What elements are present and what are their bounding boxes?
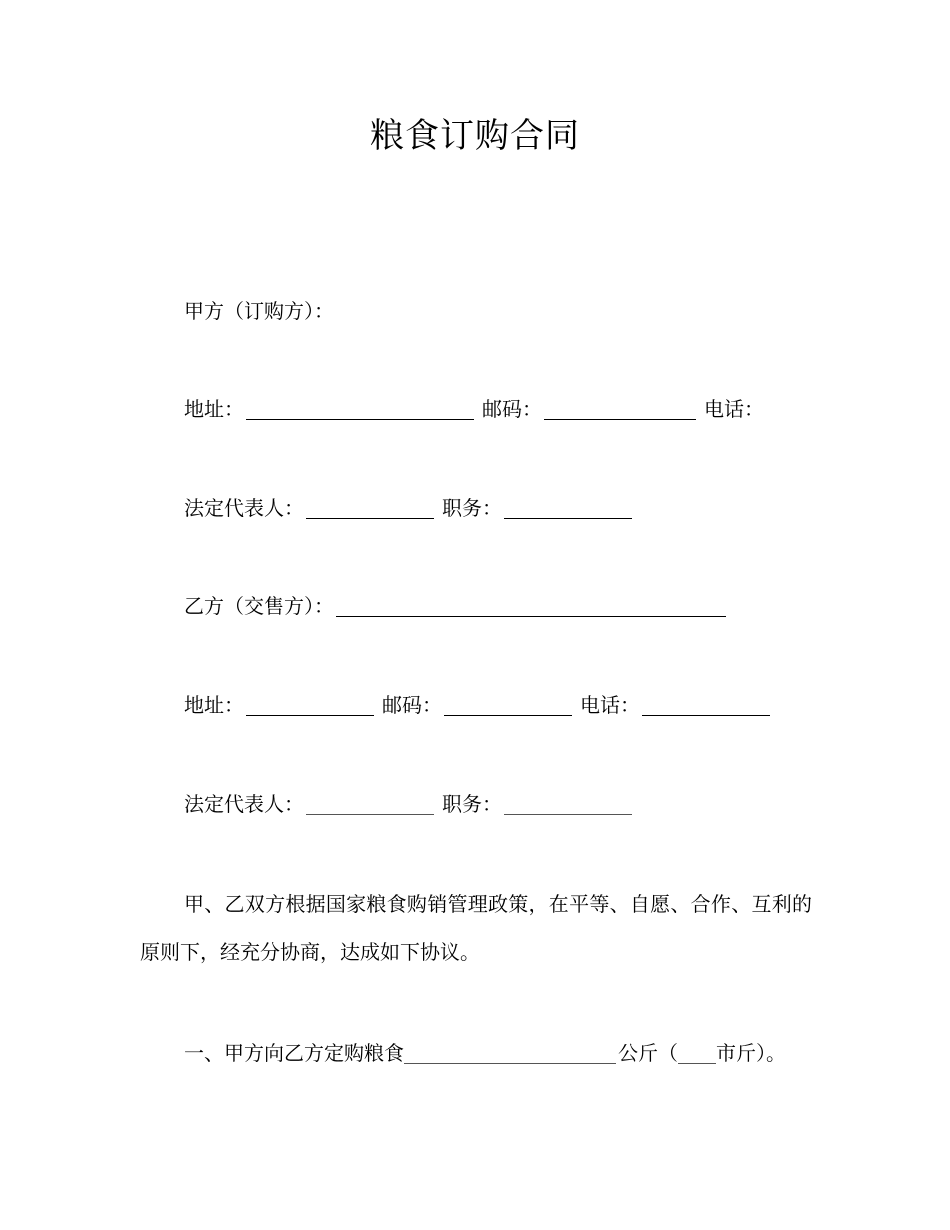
clause-1-jin-blank[interactable] [678, 1041, 716, 1064]
party-a-line [184, 296, 334, 326]
party-b-name-blank[interactable] [336, 594, 726, 617]
party-b-line [184, 591, 734, 621]
clause-1-grain-blank[interactable] [404, 1041, 616, 1064]
party-a-postcode-blank[interactable] [544, 397, 696, 420]
party-b-postcode-blank[interactable] [444, 693, 572, 716]
party-a-address-label: 地址： [184, 397, 244, 421]
party-a-rep-label: 法定代表人： [184, 496, 304, 520]
party-b-rep-blank[interactable] [306, 792, 434, 815]
party-b-position-label: 职务： [442, 792, 502, 816]
clause-1-prefix: 一、甲方向乙方定购粮食 [184, 1041, 404, 1065]
clause-1-unit-kg: 公斤（ [618, 1041, 678, 1065]
party-b-address-line [184, 690, 778, 720]
party-b-address-label: 地址： [184, 693, 244, 717]
party-b-label: 乙方（交售方）： [184, 594, 334, 618]
party-a-address-blank[interactable] [246, 397, 474, 420]
party-b-rep-label: 法定代表人： [184, 792, 304, 816]
party-b-phone-label: 电话： [580, 693, 640, 717]
party-a-label: 甲方（订购方）： [184, 299, 334, 323]
party-b-position-blank[interactable] [504, 792, 632, 815]
document-title: 粮食订购合同 [370, 116, 580, 156]
party-b-rep-line [184, 789, 640, 819]
party-b-phone-blank[interactable] [642, 693, 770, 716]
party-a-postcode-label: 邮码： [482, 397, 542, 421]
party-a-position-blank[interactable] [504, 496, 632, 519]
party-a-phone-label: 电话： [704, 397, 764, 421]
clause-1-unit-jin: 市斤）。 [716, 1041, 786, 1065]
clause-1-line [184, 1038, 786, 1068]
party-b-postcode-label: 邮码： [382, 693, 442, 717]
party-a-rep-line [184, 493, 640, 523]
party-a-address-line [184, 394, 764, 424]
party-a-position-label: 职务： [442, 496, 502, 520]
party-b-address-blank[interactable] [246, 693, 374, 716]
preamble-paragraph: 甲、乙双方根据国家粮食购销管理政策，在平等、自愿、合作、互利的原则下，经充分协商，达成如下协议。 [140, 892, 812, 964]
party-a-rep-blank[interactable] [306, 496, 434, 519]
